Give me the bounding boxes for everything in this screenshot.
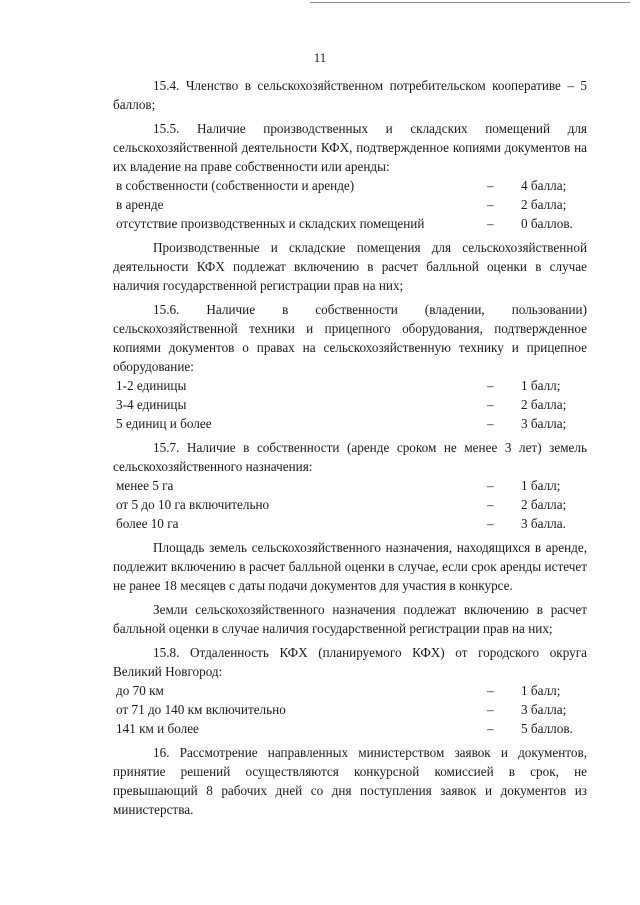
list-item-dash: –: [487, 497, 494, 512]
list-row: [116, 476, 587, 495]
list-item-value: 5 баллов.: [521, 721, 573, 736]
list-row: [116, 700, 587, 719]
list-item-label: более 10 га: [116, 516, 179, 531]
list-item-label: 3-4 единицы: [116, 397, 187, 412]
list-item-value: 1 балл;: [521, 378, 561, 393]
list-row: [116, 414, 587, 433]
list-row: [116, 214, 587, 233]
list-item-label: 5 единиц и более: [116, 416, 212, 431]
list-item-value: 2 балла;: [521, 397, 567, 412]
list-item-value: 1 балл;: [521, 683, 561, 698]
paragraph-15-8: 15.8. Отдаленность КФХ (планируемого КФХ) от городского округа Великий Новгород:: [113, 645, 587, 679]
list-item-dash: –: [487, 416, 494, 431]
paragraph-16: 16. Рассмотрение направленных министерством заявок и документов, принятие решений осуществляются конкурсной комиссией в срок, не превышающий 8 рабочих дней со дня поступления заявок и документов из министерства.: [113, 745, 587, 817]
list-item-value: 3 балла;: [521, 416, 567, 431]
page-number: 11: [313, 50, 327, 65]
list-item-dash: –: [487, 178, 494, 193]
list-item-dash: –: [487, 683, 494, 698]
list-row: [116, 681, 587, 700]
list-item-label: 141 км и более: [116, 721, 199, 736]
top-scan-rule: [310, 2, 630, 3]
list-item-value: 1 балл;: [521, 478, 561, 493]
paragraph-lands: Земли сельскохозяйственного назначения подлежат включению в расчет балльной оценки в случае наличия государственной регистрации прав на них;: [113, 602, 587, 636]
list-item-label: в собственности (собственности и аренде): [116, 178, 355, 193]
list-item-label: от 5 до 10 га включительно: [116, 497, 270, 512]
paragraph-15-7: 15.7. Наличие в собственности (аренде сроком не менее 3 лет) земель сельскохозяйственного назначения:: [113, 440, 587, 474]
paragraph-15-5: 15.5. Наличие производственных и складских помещений для сельскохозяйственной деятельности КФХ, подтвержденное копиями документов на их владение на праве собственности или аренды:: [113, 121, 587, 174]
list-15-5: [116, 176, 587, 233]
list-15-7: [116, 476, 587, 533]
list-row: [116, 719, 587, 738]
document-body: [113, 76, 587, 819]
list-row: [116, 514, 587, 533]
list-row: [116, 395, 587, 414]
list-item-dash: –: [487, 378, 494, 393]
list-item-dash: –: [487, 516, 494, 531]
list-item-dash: –: [487, 702, 494, 717]
list-row: [116, 195, 587, 214]
list-item-label: от 71 до 140 км включительно: [116, 702, 286, 717]
list-item-value: 3 балла.: [521, 516, 566, 531]
list-item-dash: –: [487, 397, 494, 412]
list-item-value: 2 балла;: [521, 497, 567, 512]
list-item-label: до 70 км: [116, 683, 164, 698]
list-item-dash: –: [487, 721, 494, 736]
list-item-value: 2 балла;: [521, 197, 567, 212]
list-item-label: менее 5 га: [116, 478, 174, 493]
list-item-label: отсутствие производственных и складских помещений: [116, 216, 425, 231]
list-15-8: [116, 681, 587, 738]
list-item-label: 1-2 единицы: [116, 378, 187, 393]
paragraph-premises: Производственные и складские помещения для сельскохозяйственной деятельности КФХ подлежат включению в расчет балльной оценки в случае наличия государственной регистрации прав на них;: [113, 240, 587, 293]
list-item-dash: –: [487, 478, 494, 493]
list-row: [116, 495, 587, 514]
paragraph-15-6: 15.6. Наличие в собственности (владении, пользовании) сельскохозяйственной техники и прицепного оборудования, подтвержденное копиями документов о правах на сельскохозяйственную технику и прицепное оборудование:: [113, 302, 587, 374]
paragraph-15-4: 15.4. Членство в сельскохозяйственном потребительском кооперативе – 5 баллов;: [113, 78, 587, 112]
list-row: [116, 176, 587, 195]
paragraph-area: Площадь земель сельскохозяйственного назначения, находящихся в аренде, подлежит включению в расчет балльной оценки в случае, если срок аренды истечет не ранее 18 месяцев с даты подачи документов для участия в конкурсе.: [113, 540, 587, 593]
list-item-value: 4 балла;: [521, 178, 567, 193]
list-15-6: [116, 376, 587, 433]
list-item-value: 0 баллов.: [521, 216, 573, 231]
list-item-label: в аренде: [116, 197, 164, 212]
list-item-dash: –: [487, 197, 494, 212]
list-item-dash: –: [487, 216, 494, 231]
list-row: [116, 376, 587, 395]
list-item-value: 3 балла;: [521, 702, 567, 717]
